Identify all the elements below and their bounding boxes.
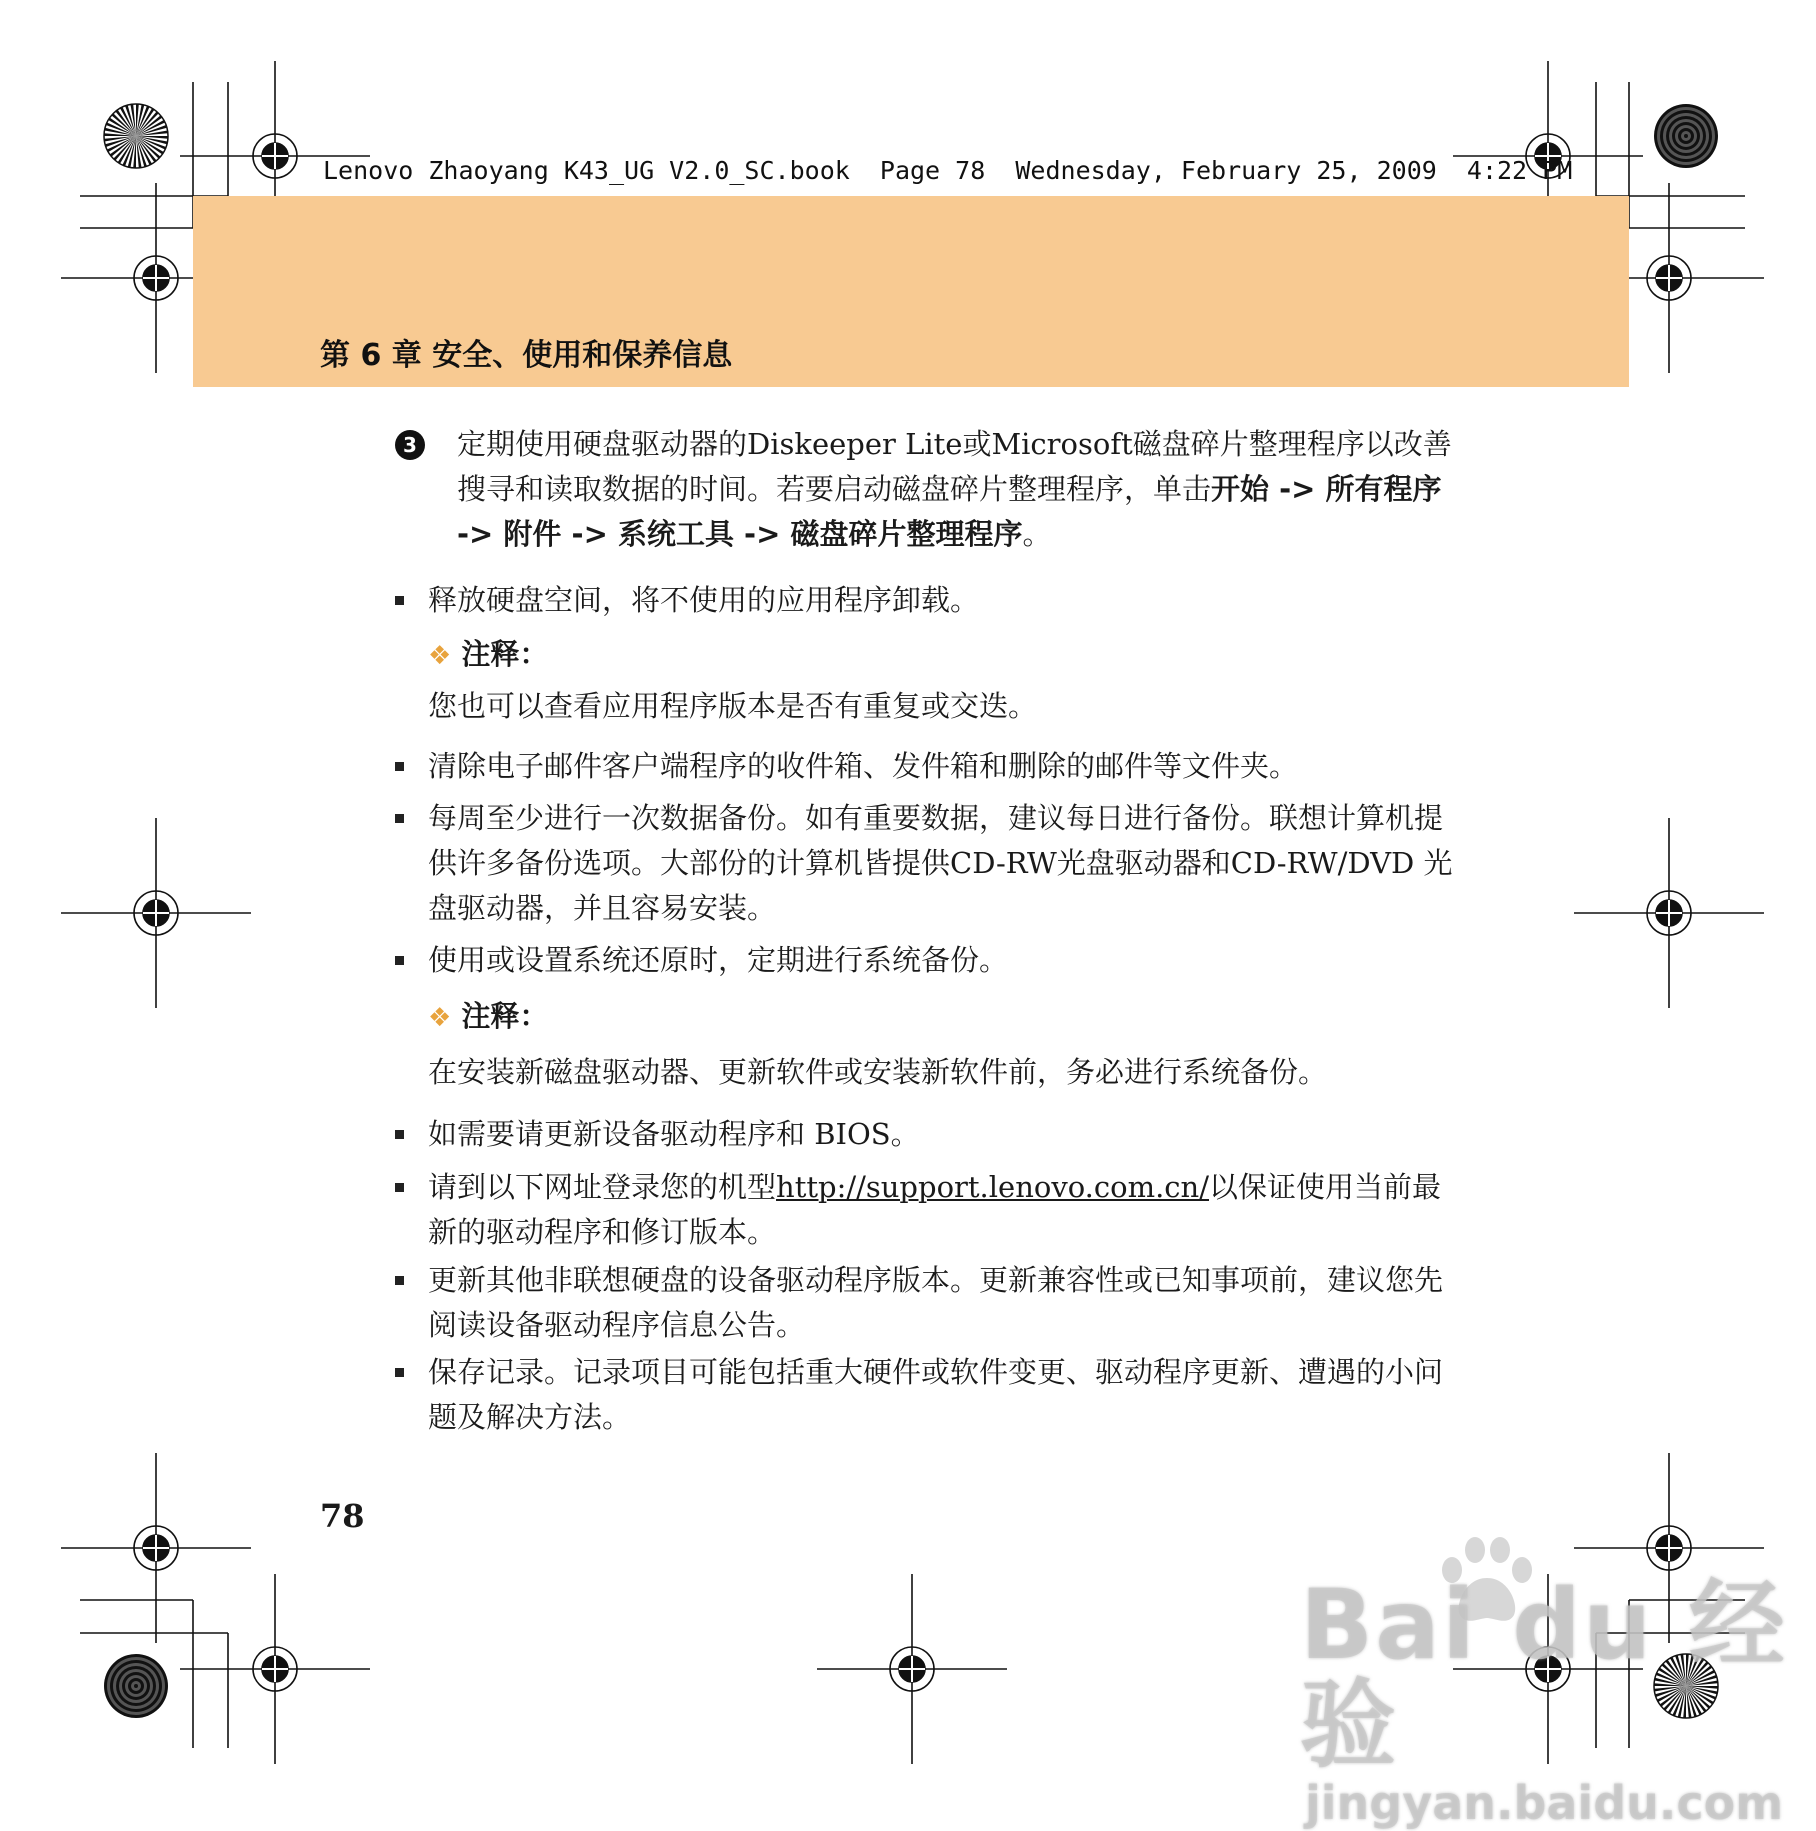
chapter-title: 第 6 章 安全、使用和保养信息 <box>320 338 733 373</box>
bullet-marker <box>395 956 404 965</box>
starburst-mark <box>104 104 168 168</box>
step-3-menu-path: 开始 -> 所有程序 -> 附件 -> 系统工具 -> 磁盘碎片整理程序 <box>457 472 1442 551</box>
step-3-text <box>457 422 1455 557</box>
bullet-text: 每周至少进行一次数据备份。如有重要数据，建议每日进行备份。联想计算机提供许多备份选项。大部份的计算机皆提供CD-RW光盘驱动器和CD-RW/DVD 光盘驱动器，并且容易安装。 <box>428 801 1453 925</box>
bullet-marker <box>395 1368 404 1377</box>
registration-mark <box>817 1574 1007 1764</box>
baidu-watermark <box>1300 1569 1816 1831</box>
bullet-marker <box>395 814 404 823</box>
registration-mark <box>180 1574 370 1764</box>
bullet-marker <box>395 596 404 605</box>
note-diamond-icon: ❖ <box>428 641 452 671</box>
bullet-text: 保存记录。记录项目可能包括重大硬件或软件变更、驱动程序更新、遭遇的小问题及解决方法。 <box>428 1355 1444 1434</box>
registration-mark <box>61 1453 251 1643</box>
support-url-link[interactable]: http://support.lenovo.com.cn/ <box>776 1170 1209 1204</box>
bullet-text: 释放硬盘空间，将不使用的应用程序卸载。 <box>428 583 980 617</box>
registration-mark <box>61 818 251 1008</box>
note-text-2: 在安装新磁盘驱动器、更新软件或安装新软件前，务必进行系统备份。 <box>428 1055 1328 1089</box>
bullet-text: 更新其他非联想硬盘的设备驱动程序版本。更新兼容性或已知事项前，建议您先阅读设备驱动程序信息公告。 <box>428 1263 1444 1342</box>
note-heading-2 <box>428 996 548 1036</box>
page-number: 78 <box>320 1497 365 1535</box>
note-heading-1 <box>428 634 548 674</box>
bullet-text <box>428 1165 1458 1255</box>
watermark-url: jingyan.baidu.com <box>1305 1776 1784 1830</box>
bullet-marker <box>395 1130 404 1139</box>
bullet-6-post: 以保证使用当前最新的驱动程序和修订版本。 <box>428 1170 1442 1249</box>
note-text-1: 您也可以查看应用程序版本是否有重复或交迭。 <box>428 689 1038 723</box>
note-label: 注释： <box>461 637 549 671</box>
print-slug-line: Lenovo Zhaoyang K43_UG V2.0_SC.book Page 78 Wednesday, February 25, 2009 4:22 PM <box>323 156 1573 185</box>
note-label: 注释： <box>461 999 549 1033</box>
bullet-text: 如需要请更新设备驱动程序和 BIOS。 <box>428 1117 920 1151</box>
bullet-6-pre: 请到以下网址登录您的机型 <box>428 1170 777 1204</box>
ring-target-mark <box>104 1654 168 1718</box>
bullet-marker <box>395 762 404 771</box>
bullet-text: 清除电子邮件客户端程序的收件箱、发件箱和删除的邮件等文件夹。 <box>428 749 1299 783</box>
watermark-brand: Bai du 经验 <box>1300 1569 1787 1781</box>
bullet-marker <box>395 1276 404 1285</box>
note-diamond-icon: ❖ <box>428 1003 452 1033</box>
registration-mark <box>1574 818 1764 1008</box>
bullet-marker <box>395 1183 404 1192</box>
step-number-badge: 3 <box>395 430 425 460</box>
step-3-end: 。 <box>1022 517 1052 551</box>
step-3-plain: 定期使用硬盘驱动器的Diskeeper Lite或Microsoft磁盘碎片整理程序以改善搜寻和读取数据的时间。若要启动磁盘碎片整理程序，单击 <box>457 427 1452 506</box>
ring-target-mark <box>1654 104 1718 168</box>
bullet-text: 使用或设置系统还原时，定期进行系统备份。 <box>428 943 1009 977</box>
